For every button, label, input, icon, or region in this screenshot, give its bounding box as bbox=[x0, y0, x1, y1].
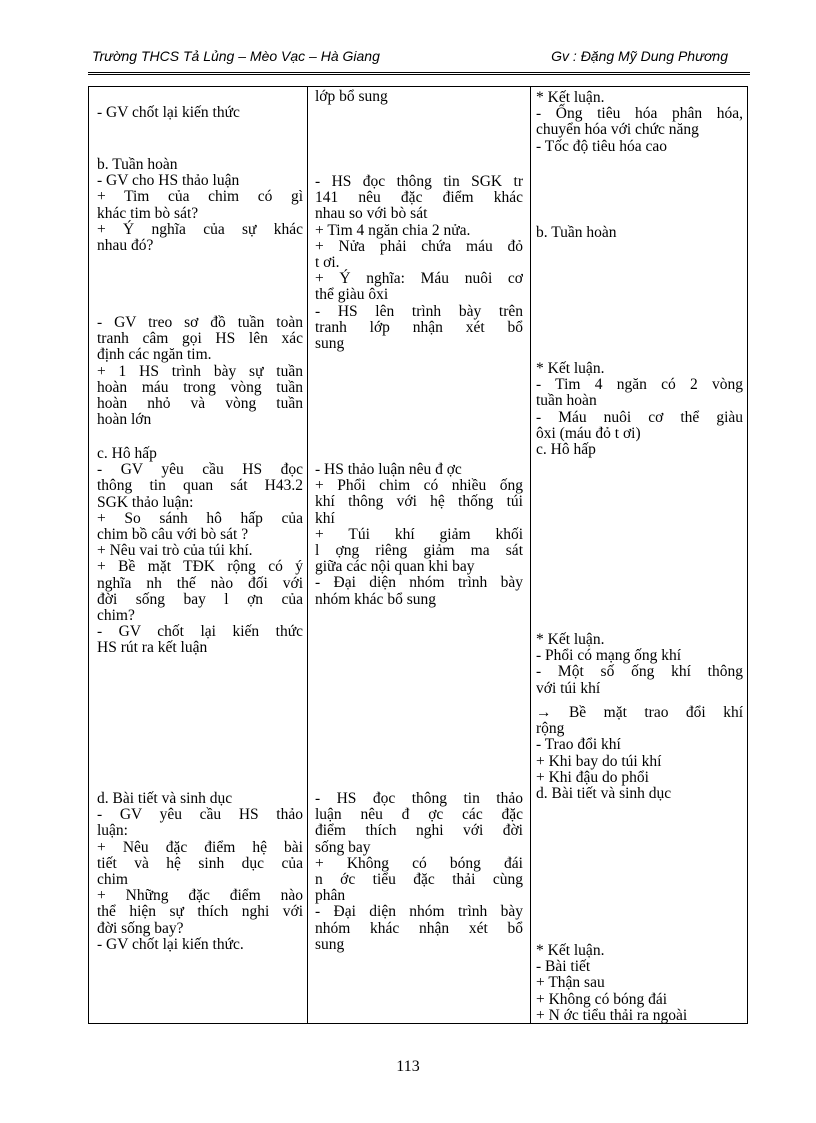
text-line: c. Hô hấp bbox=[536, 441, 596, 459]
text-line: với túi khí bbox=[536, 679, 601, 697]
text-line: - GV chốt lại kiến thức. bbox=[97, 935, 244, 953]
text-line: d. Bài tiết và sinh dục bbox=[97, 790, 233, 807]
text-line: - Đại diện nhóm trình bày bbox=[315, 903, 523, 921]
text-line: chim bồ câu với bò sát ? bbox=[97, 526, 249, 544]
text-line: điểm thích nghi với đời bbox=[315, 822, 523, 840]
text-line: * Kết luận. bbox=[536, 89, 605, 106]
text-line: d. Bài tiết và sinh dục bbox=[536, 785, 672, 803]
text-line: c. Hô hấp bbox=[97, 445, 157, 462]
text-line: - HS thảo luận nêu đ ợc bbox=[315, 461, 462, 478]
student-activity-column bbox=[315, 87, 523, 1023]
text-line: * Kết luận. bbox=[536, 631, 605, 648]
text-line: l ợng riêng giảm ma sát bbox=[315, 542, 523, 560]
student-block bbox=[315, 89, 523, 105]
page-header bbox=[92, 48, 728, 70]
text-line: - Phổi có mạng ống khí bbox=[536, 647, 682, 665]
text-line: lớp bổ sung bbox=[315, 88, 388, 105]
text-line: - Tốc độ tiêu hóa cao bbox=[536, 137, 667, 155]
text-line: + Tim của chim có gì bbox=[97, 188, 303, 206]
text-line: - HS lên trình bày trên bbox=[315, 302, 523, 320]
text-line: hoàn máu trong vòng tuần bbox=[97, 378, 303, 396]
text-line: - HS đọc thông tin SGK tr bbox=[315, 173, 523, 190]
text-line: * Kết luận. bbox=[536, 942, 605, 959]
text-line: tranh câm gọi HS lên xác bbox=[97, 330, 303, 348]
text-line: giữa các nội quan khi bay bbox=[315, 558, 475, 576]
text-line: chuyển hóa với chức năng bbox=[536, 121, 699, 139]
text-line: luận: bbox=[97, 822, 128, 840]
text-line: khí bbox=[315, 509, 335, 527]
text-line: 141 nêu đặc điểm khác bbox=[315, 189, 523, 207]
text-line: nghĩa nh thế nào đối với bbox=[97, 574, 303, 592]
teacher-block bbox=[97, 315, 303, 428]
text-line: chim bbox=[97, 871, 128, 889]
text-line: + Nêu vai trò của túi khí. bbox=[97, 542, 253, 560]
column-divider-2 bbox=[530, 87, 531, 1023]
content-block bbox=[536, 632, 743, 697]
text-line: * Kết luận. bbox=[536, 360, 605, 377]
teacher-block bbox=[97, 157, 303, 254]
text-line: b. Tuần hoàn bbox=[97, 156, 178, 173]
text-line: + Ý nghĩa của sự khác bbox=[97, 220, 303, 238]
text-line: + So sánh hô hấp của bbox=[97, 509, 303, 527]
text-line: rộng bbox=[536, 720, 565, 738]
text-line: + Nửa phải chứa máu đỏ bbox=[315, 237, 523, 255]
text-line: SGK thảo luận: bbox=[97, 493, 194, 511]
column-divider-1 bbox=[307, 87, 308, 1023]
text-line: tiết và hệ sinh dục của bbox=[97, 854, 303, 872]
text-line: + Nêu đặc điểm hệ bài bbox=[97, 838, 303, 856]
text-line: - Ống tiêu hóa phân hóa, bbox=[536, 105, 743, 123]
text-line: phân bbox=[315, 887, 346, 905]
text-line: + Ý nghĩa: Máu nuôi cơ bbox=[315, 270, 523, 288]
text-line: → Bề mặt trao đổi khí bbox=[536, 704, 743, 721]
text-line: + 1 HS trình bày sự tuần bbox=[97, 362, 303, 380]
text-line: hoàn nhỏ và vòng tuần bbox=[97, 395, 303, 413]
text-line: - GV cho HS thảo luận bbox=[97, 172, 240, 190]
text-line: đời sống bay? bbox=[97, 919, 184, 937]
content-block bbox=[536, 943, 743, 1023]
text-line: b. Tuần hoàn bbox=[536, 224, 617, 241]
text-line: tuần hoàn bbox=[536, 392, 597, 410]
text-line: ôxi (máu đỏ t ơi) bbox=[536, 424, 641, 442]
teacher-block bbox=[97, 105, 303, 121]
text-line: t ơi. bbox=[315, 254, 340, 272]
text-line: - Máu nuôi cơ thể giàu bbox=[536, 408, 743, 426]
text-line: + Không có bóng đái bbox=[315, 854, 523, 872]
text-line: thể hiện sự thích nghi với bbox=[97, 903, 303, 921]
text-line: đời sống bay l ợn của bbox=[97, 590, 303, 608]
text-line: - GV yêu cầu HS thảo bbox=[97, 806, 303, 824]
text-line: nhóm khác bổ sung bbox=[315, 590, 436, 608]
text-line: + N ớc tiểu thải ra ngoài bbox=[536, 1006, 688, 1023]
text-line: tranh lớp nhận xét bổ bbox=[315, 318, 523, 336]
text-line: HS rút ra kết luận bbox=[97, 639, 208, 657]
text-line: - HS đọc thông tin thảo bbox=[315, 790, 523, 807]
content-column bbox=[536, 87, 743, 1023]
text-line: sống bay bbox=[315, 838, 371, 856]
text-line: thông tin quan sát H43.2 bbox=[97, 477, 303, 495]
teacher-block bbox=[97, 446, 303, 657]
student-block bbox=[315, 462, 523, 608]
student-block bbox=[315, 174, 523, 352]
text-line: chim? bbox=[97, 607, 135, 625]
text-line: - Đại diện nhóm trình bày bbox=[315, 574, 523, 592]
text-line: n ớc tiểu đặc thải cùng bbox=[315, 871, 523, 889]
text-line: - GV treo sơ đồ tuần toàn bbox=[97, 314, 303, 331]
content-block bbox=[536, 361, 743, 458]
school-name: Trường THCS Tả Lủng – Mèo Vạc – Hà Giang bbox=[92, 48, 380, 64]
text-line: - Bài tiết bbox=[536, 958, 591, 976]
text-line: + Khi đậu do phổi bbox=[536, 768, 649, 786]
text-line: - GV chốt lại kiến thức bbox=[97, 104, 240, 121]
teacher-block bbox=[97, 791, 303, 953]
text-line: - Tim 4 ngăn có 2 vòng bbox=[536, 376, 743, 394]
text-line: + Thận sau bbox=[536, 974, 605, 992]
text-line: + Không có bóng đái bbox=[536, 990, 668, 1008]
text-line: nhau đó? bbox=[97, 237, 154, 255]
text-line: khác tim bò sát? bbox=[97, 204, 199, 222]
content-block bbox=[536, 705, 743, 802]
text-line: thể giàu ôxi bbox=[315, 286, 389, 304]
content-block bbox=[536, 90, 743, 155]
text-line: nhau so với bò sát bbox=[315, 205, 428, 223]
text-line: + Bề mặt TĐK rộng có ý bbox=[97, 558, 303, 576]
text-line: định các ngăn tim. bbox=[97, 346, 212, 364]
text-line: - Một số ống khí thông bbox=[536, 663, 743, 681]
text-line: khí thông với hệ thống túi bbox=[315, 493, 523, 511]
text-line: - Trao đổi khí bbox=[536, 736, 621, 754]
teacher-name: Gv : Đặng Mỹ Dung Phương bbox=[551, 48, 728, 64]
text-line: luận nêu đ ợc các đặc bbox=[315, 806, 523, 824]
text-line: hoàn lớn bbox=[97, 411, 152, 429]
header-divider bbox=[88, 72, 750, 75]
text-line: nhóm khác nhận xét bổ bbox=[315, 919, 523, 937]
text-line: sung bbox=[315, 935, 345, 953]
page-number: 113 bbox=[396, 1058, 420, 1075]
student-block bbox=[315, 791, 523, 953]
text-line: + Khi bay do túi khí bbox=[536, 752, 662, 770]
text-line: + Tim 4 ngăn chia 2 nửa. bbox=[315, 221, 471, 239]
text-line: - GV yêu cầu HS đọc bbox=[97, 461, 303, 479]
text-line: + Phổi chim có nhiều ống bbox=[315, 477, 523, 495]
text-line: + Những đặc điểm nào bbox=[97, 887, 303, 905]
content-block bbox=[536, 225, 743, 241]
lesson-table bbox=[88, 86, 748, 1024]
text-line: sung bbox=[315, 335, 345, 353]
text-line: + Túi khí giảm khối bbox=[315, 525, 523, 543]
text-line: - GV chốt lại kiến thức bbox=[97, 623, 303, 641]
teacher-activity-column bbox=[97, 87, 303, 1023]
